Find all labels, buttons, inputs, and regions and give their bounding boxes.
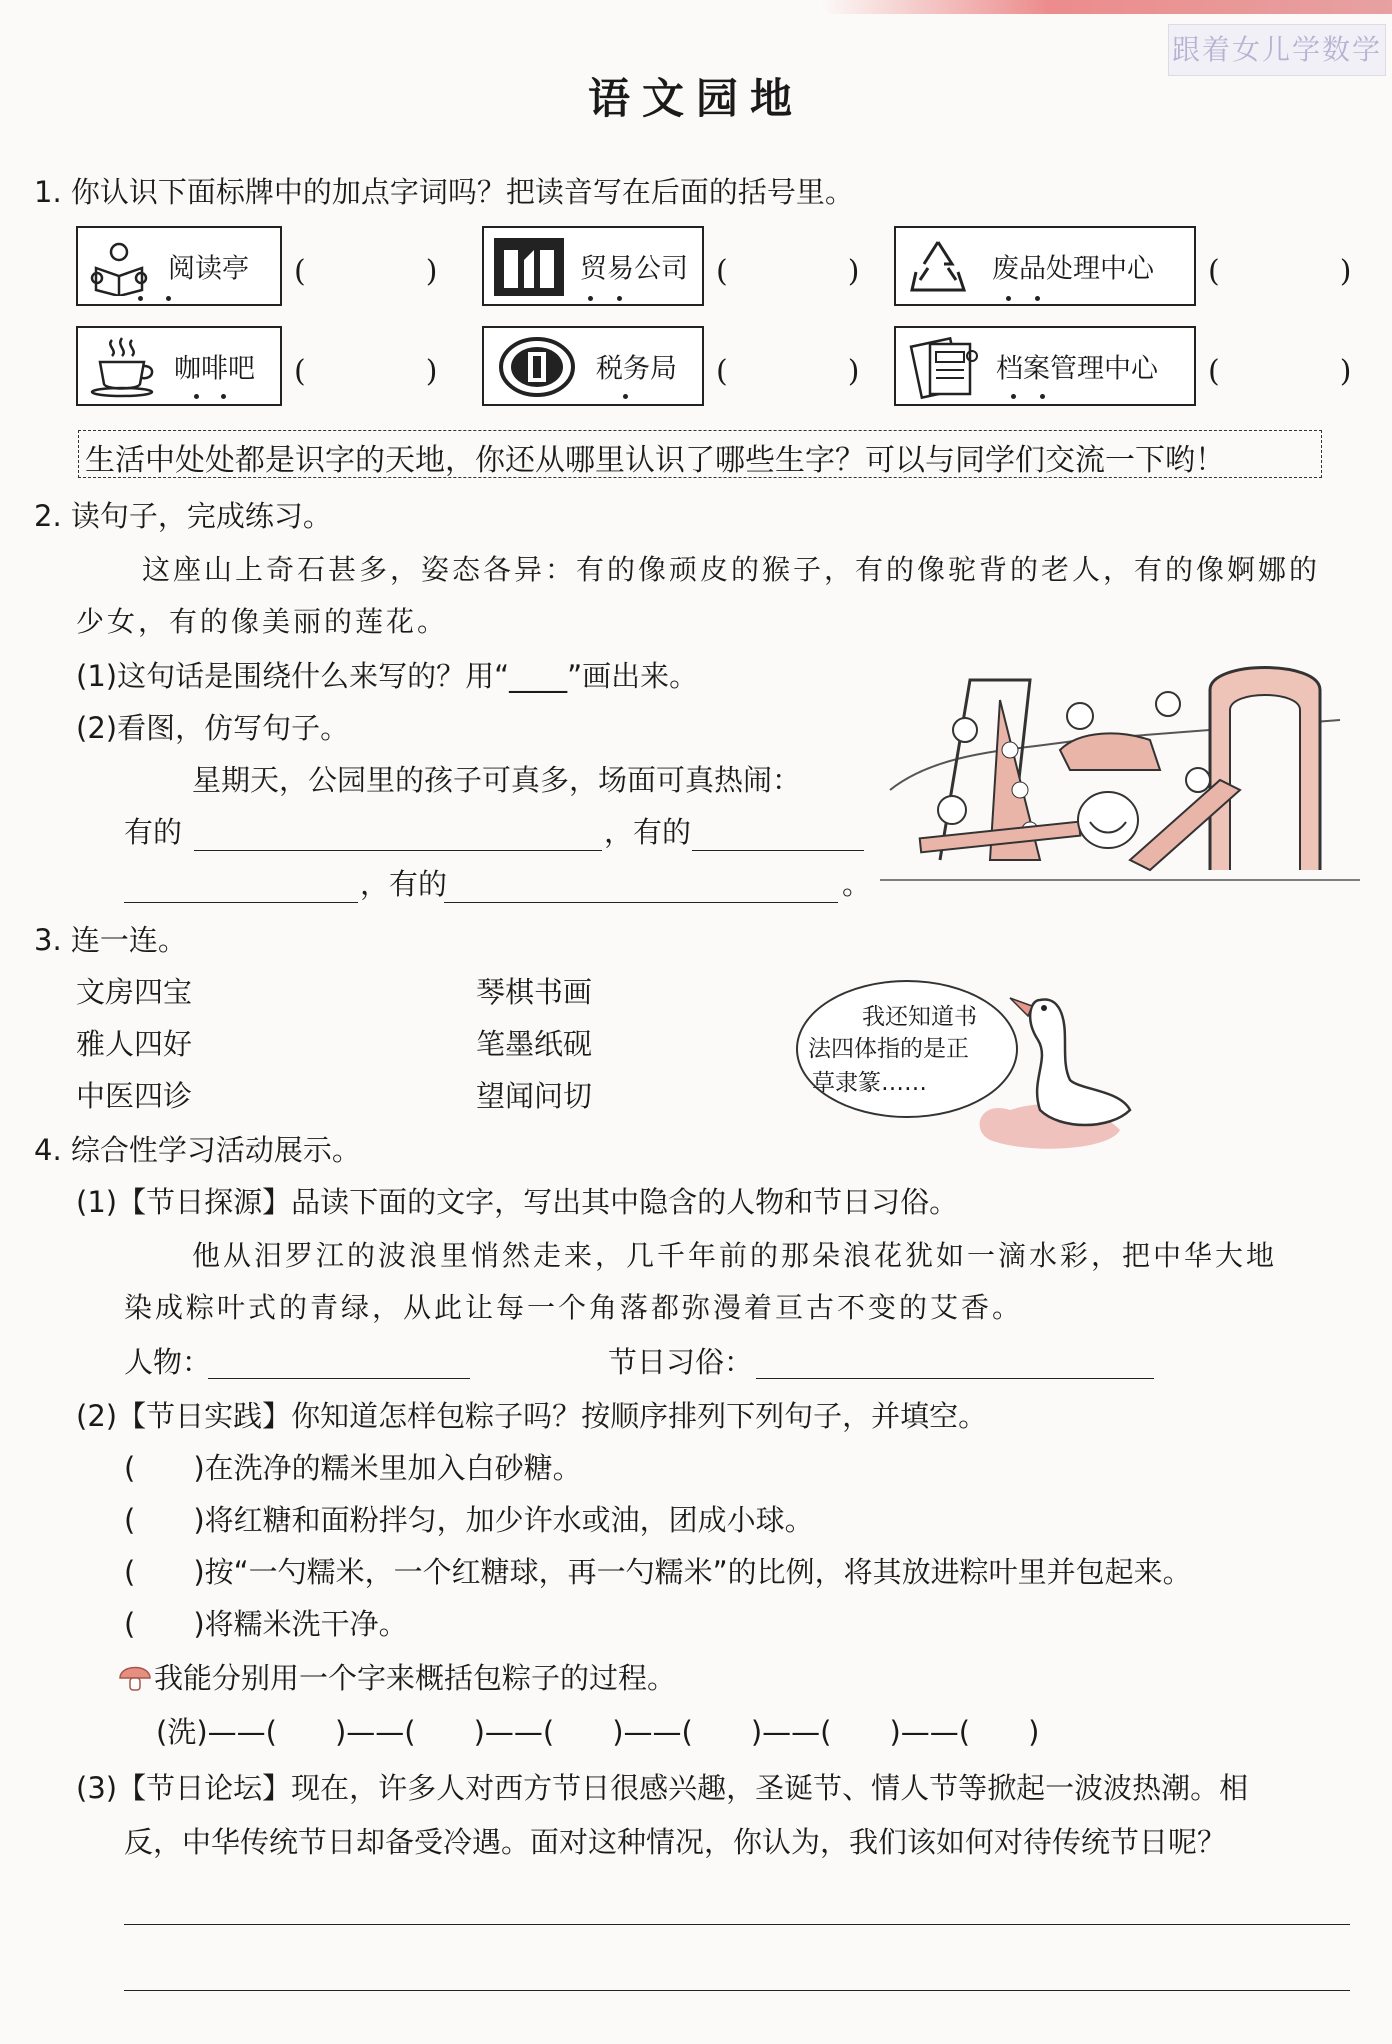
emphasis-dot <box>1006 296 1011 301</box>
answer-line-person[interactable] <box>208 1378 470 1379</box>
emphasis-dot <box>623 394 628 399</box>
answer-line[interactable] <box>444 902 838 903</box>
q2-sentence: 星期天，公园里的孩子可真多，场面可真热闹： <box>192 763 802 797</box>
sign-label: 档案管理中心 <box>996 353 1158 385</box>
emphasis-dot <box>1035 296 1040 301</box>
emphasis-dot <box>166 296 171 301</box>
match-right-2[interactable]: 笔墨纸砚 <box>476 1027 593 1061</box>
answer-paren[interactable]: ( ) <box>294 354 438 389</box>
q2-paragraph-line2: 少女，有的像美丽的莲花。 <box>76 605 449 638</box>
answer-line[interactable] <box>194 850 602 851</box>
sign-trade-company <box>482 226 704 306</box>
emphasis-dot <box>617 296 622 301</box>
q4-sub3-line2: 反，中华传统节日却备受冷遇。面对这种情况，你认为，我们该如何对待传统节日呢？ <box>124 1825 1227 1859</box>
tax-logo-icon <box>498 336 576 398</box>
answer-line[interactable] <box>124 1990 1350 1991</box>
q2-youde-1: 有的 <box>124 815 183 849</box>
q1-prompt: 1. 你认识下面标牌中的加点字词吗？把读音写在后面的括号里。 <box>34 175 854 209</box>
coffee-cup-icon <box>90 336 160 398</box>
step-3[interactable]: ( )按“一勺糯米，一个红糖球，再一勺糯米”的比例，将其放进粽叶里并包起来。 <box>124 1555 1192 1589</box>
match-left-3[interactable]: 中医四诊 <box>76 1079 193 1113</box>
emphasis-dot <box>138 296 143 301</box>
answer-paren[interactable]: ( ) <box>294 254 438 289</box>
sign-tax-bureau <box>482 326 704 406</box>
bubble-line-2: 法四体指的是正 <box>808 1036 969 1062</box>
recycle-icon <box>908 238 968 296</box>
sign-reading-pavilion <box>76 226 282 306</box>
emphasis-dot <box>1040 394 1045 399</box>
q4-sub1: (1)【节日探源】品读下面的文字，写出其中隐含的人物和节日习俗。 <box>76 1185 959 1219</box>
trade-logo-icon <box>494 238 564 296</box>
answer-paren[interactable]: ( ) <box>1208 354 1352 389</box>
sign-archive-center <box>894 326 1196 406</box>
sign-label: 阅读亭 <box>168 253 249 285</box>
tip-box <box>78 430 1322 478</box>
answer-line[interactable] <box>692 850 864 851</box>
q2-sub2: (2)看图，仿写句子。 <box>76 711 350 745</box>
summary-chain[interactable]: (洗)——( )——( )——( )——( )——( )——( ) <box>156 1715 1040 1749</box>
q4-prompt: 4. 综合性学习活动展示。 <box>34 1133 361 1167</box>
q2-prompt: 2. 读句子，完成练习。 <box>34 499 332 533</box>
q2-period: 。 <box>842 867 872 901</box>
q4-sub2: (2)【节日实践】你知道怎样包粽子吗？按顺序排列下列句子，并填空。 <box>76 1399 988 1433</box>
answer-paren[interactable]: ( ) <box>716 354 860 389</box>
q4-sub3-line1: (3)【节日论坛】现在，许多人对西方节日很感兴趣，圣诞节、情人节等掀起一波波热潮。相 <box>76 1771 1249 1805</box>
match-right-3[interactable]: 望闻问切 <box>476 1079 593 1113</box>
emphasis-dot <box>1011 394 1016 399</box>
q2-sub1: (1)这句话是围绕什么来写的？用“____”画出来。 <box>76 659 699 693</box>
match-left-2[interactable]: 雅人四好 <box>76 1027 193 1061</box>
reading-icon <box>90 238 148 296</box>
top-decorative-band <box>820 0 1392 14</box>
q2-paragraph-line1: 这座山上奇石甚多，姿态各异：有的像顽皮的猴子，有的像驼背的老人，有的像婀娜的 <box>142 553 1321 586</box>
emphasis-dot <box>194 394 199 399</box>
mushroom-icon <box>118 1660 152 1694</box>
tip-text: 生活中处处都是识字的天地，你还从哪里认识了哪些生字？可以与同学们交流一下哟！ <box>85 443 1225 478</box>
answer-line[interactable] <box>124 1924 1350 1925</box>
custom-label: 节日习俗： <box>608 1345 754 1379</box>
q2-youde-3: ，有的 <box>360 867 448 901</box>
q3-prompt: 3. 连一连。 <box>34 923 187 957</box>
step-4[interactable]: ( )将糯米洗干净。 <box>124 1607 408 1641</box>
page-title: 语文园地 <box>587 74 804 123</box>
step-1[interactable]: ( )在洗净的糯米里加入白砂糖。 <box>124 1451 582 1485</box>
sign-label: 废品处理中心 <box>992 253 1154 285</box>
q4-paragraph-line1: 他从汨罗江的波浪里悄然走来，几千年前的那朵浪花犹如一滴水彩，把中华大地 <box>192 1239 1278 1272</box>
sign-waste-center <box>894 226 1196 306</box>
sign-label: 贸易公司 <box>580 253 688 285</box>
watermark: 跟着女儿学数学 <box>1168 24 1386 76</box>
sign-coffee-bar <box>76 326 282 406</box>
step-2[interactable]: ( )将红糖和面粉拌匀，加少许水或油，团成小球。 <box>124 1503 814 1537</box>
q4-paragraph-line2: 染成粽叶式的青绿，从此让每一个角落都弥漫着亘古不变的艾香。 <box>124 1291 1024 1324</box>
emphasis-dot <box>221 394 226 399</box>
answer-line-custom[interactable] <box>756 1378 1154 1379</box>
archive-folder-icon <box>908 334 980 400</box>
answer-paren[interactable]: ( ) <box>716 254 860 289</box>
summary-prompt: 我能分别用一个字来概括包粽子的过程。 <box>154 1661 677 1695</box>
sign-label: 税务局 <box>596 353 677 385</box>
q2-youde-2: ，有的 <box>604 815 692 849</box>
bubble-line-3: 草隶篆…… <box>812 1070 927 1096</box>
emphasis-dot <box>588 296 593 301</box>
bubble-line-1: 我还知道书 <box>862 1004 977 1030</box>
sign-label: 咖啡吧 <box>174 353 255 385</box>
answer-paren[interactable]: ( ) <box>1208 254 1352 289</box>
match-left-1[interactable]: 文房四宝 <box>76 975 193 1009</box>
match-right-1[interactable]: 琴棋书画 <box>476 975 593 1009</box>
person-label: 人物： <box>124 1345 212 1379</box>
goose-icon <box>970 980 1160 1160</box>
answer-line[interactable] <box>124 902 358 903</box>
playground-illustration <box>880 660 1360 900</box>
